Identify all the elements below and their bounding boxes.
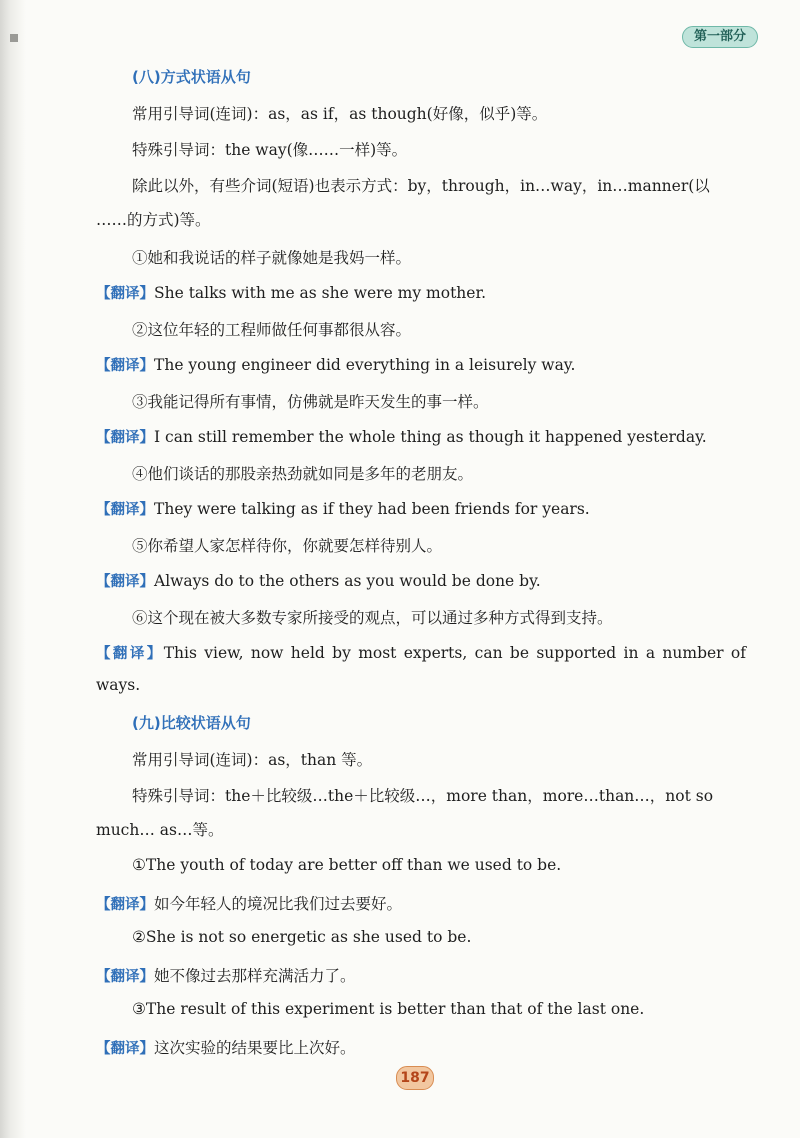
section-heading-8: (八)方式状语从句 (132, 68, 251, 86)
special-conjunctions-9-line-2: much… as…等。 (96, 821, 224, 839)
translation-tag: 【翻译】 (96, 286, 154, 302)
prepositions-line-1: 除此以外，有些介词(短语)也表示方式：by，through，in…way，in…manner(以 (132, 177, 710, 195)
translation-cn: 如今年轻人的境况比我们过去要好。 (154, 895, 403, 913)
page-binding-edge (0, 0, 26, 1138)
translation-en: This view, now held by most experts, can be supported in a number of (163, 644, 746, 662)
translation-tag: 【翻译】 (96, 969, 154, 985)
translation-continuation: ways. (96, 676, 141, 694)
translation-en: I can still remember the whole thing as though it happened yesterday. (154, 428, 707, 446)
example-cn: ④他们谈话的那股亲热劲就如同是多年的老朋友。 (132, 465, 474, 483)
translation-en: They were talking as if they had been friends for years. (154, 500, 590, 518)
translation-tag: 【翻译】 (96, 646, 164, 662)
translation-en: She talks with me as she were my mother. (154, 284, 487, 302)
section-heading-9: (九)比较状语从句 (132, 714, 251, 732)
translation-tag: 【翻译】 (96, 897, 154, 913)
example-en: ①The youth of today are better off than we used to be. (132, 856, 562, 874)
binding-mark (10, 34, 18, 42)
translation-line (96, 426, 746, 447)
translation-line (96, 892, 746, 914)
translation-line (96, 642, 746, 663)
translation-tag: 【翻译】 (96, 574, 154, 590)
special-conjunctions-8: 特殊引导词：the way(像……一样)等。 (132, 141, 408, 159)
translation-line (96, 498, 746, 519)
special-conjunctions-9-line-1: 特殊引导词：the＋比较级…the＋比较级…，more than，more…than…，not so (132, 787, 714, 805)
translation-tag: 【翻译】 (96, 430, 154, 446)
example-cn: ⑥这个现在被大多数专家所接受的观点，可以通过多种方式得到支持。 (132, 609, 613, 627)
example-cn: ②这位年轻的工程师做任何事都很从容。 (132, 321, 412, 339)
translation-line (96, 570, 746, 591)
translation-line (96, 354, 746, 375)
example-cn: ③我能记得所有事情，仿佛就是昨天发生的事一样。 (132, 393, 489, 411)
translation-line (96, 282, 746, 303)
translation-line (96, 964, 746, 986)
common-conjunctions-8: 常用引导词(连词)：as，as if，as though(好像，似乎)等。 (132, 105, 548, 123)
translation-tag: 【翻译】 (96, 358, 154, 374)
common-conjunctions-9: 常用引导词(连词)：as，than 等。 (132, 751, 373, 769)
example-en: ②She is not so energetic as she used to be. (132, 928, 472, 946)
example-en: ③The result of this experiment is better than that of the last one. (132, 1000, 645, 1018)
part-badge: 第一部分 (682, 26, 758, 48)
example-cn: ①她和我说话的样子就像她是我妈一样。 (132, 249, 412, 267)
translation-en: Always do to the others as you would be done by. (154, 572, 541, 590)
translation-line (96, 1036, 746, 1058)
page-number: 187 (396, 1066, 434, 1090)
translation-en: The young engineer did everything in a leisurely way. (154, 356, 576, 374)
translation-tag: 【翻译】 (96, 502, 154, 518)
translation-cn: 这次实验的结果要比上次好。 (154, 1039, 356, 1057)
example-cn: ⑤你希望人家怎样待你，你就要怎样待别人。 (132, 537, 443, 555)
prepositions-line-2: ……的方式)等。 (96, 211, 211, 229)
translation-cn: 她不像过去那样充满活力了。 (154, 967, 356, 985)
translation-tag: 【翻译】 (96, 1041, 154, 1057)
